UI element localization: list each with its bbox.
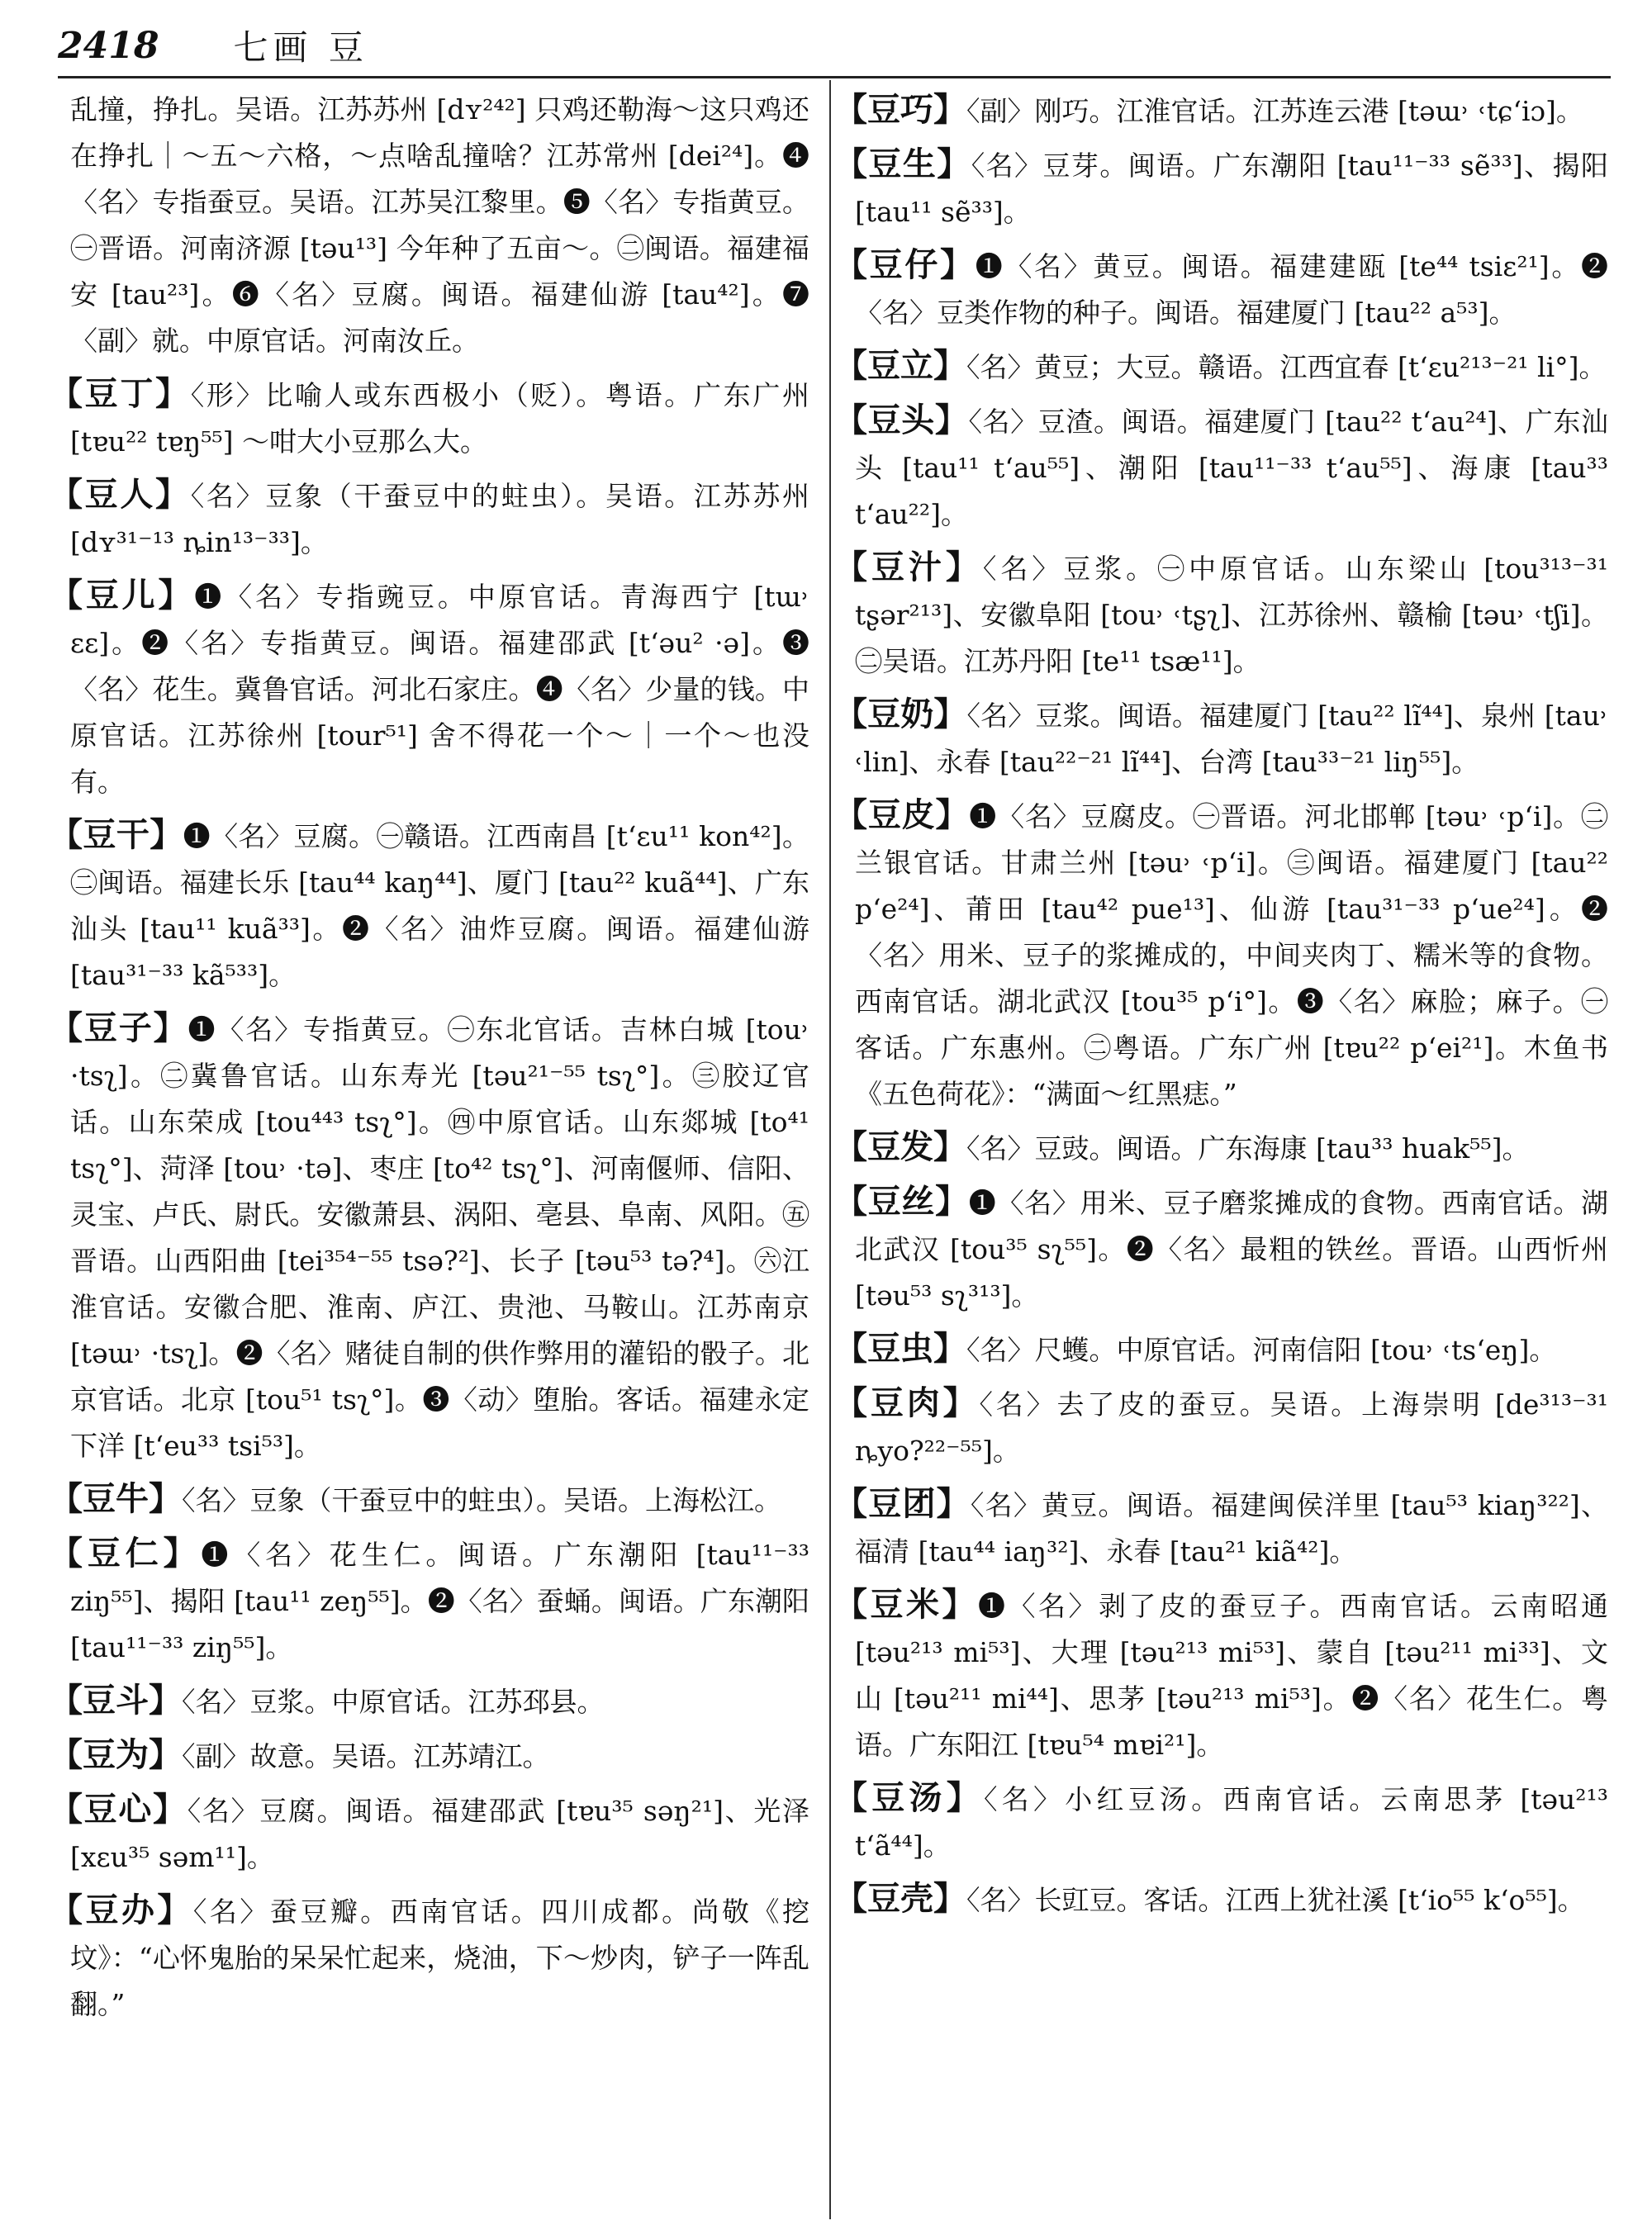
entry-body: 〈名〉黄豆；大豆。赣语。江西宜春 [tʻɛu²¹³⁻²¹ li°]。 (966, 351, 1607, 383)
entry-headword: 【豆丁】 (50, 374, 191, 413)
dictionary-entry (834, 397, 1609, 538)
entry-headword: 【豆立】 (834, 346, 966, 385)
entry-headword: 【豆干】 (50, 815, 183, 854)
entry-body: ❶〈名〉豆腐皮。㊀晋语。河北邯郸 [təu˒ ˓pʻi]。㊁兰银官话。甘肃兰州 [təu˒ ˓pʻi]。㊂闽语。福建厦门 [tau²² pʻe²⁴]、莆田 [tau⁴² pue¹³]、仙游 [tau³¹⁻³³ pʻue²⁴]。❷〈名〉用米、豆子的浆摊成的，中间夹肉丁、糯米等的食物。西南官话。湖北武汉 [tou³⁵ pʻi°]。❸〈名〉麻脸；麻子。㊀客话。广东惠州。㊁粤语。广东广州 [tɐu²² pʻei²¹]。木鱼书《五色荷花》：“满面～红黑痣。” (855, 800, 1608, 1110)
entry-body: 〈名〉蚕豆瓣。西南官话。四川成都。尚敬《挖坟》：“心怀鬼胎的呆呆忙起来，烧油，下～炒肉，铲子一阵乱翻。” (70, 1896, 810, 2020)
dictionary-entry (834, 1582, 1608, 1768)
entry-headword: 【豆斗】 (50, 1681, 182, 1720)
dictionary-entry (50, 1786, 809, 1881)
entry-body: 〈副〉故意。吴语。江苏靖江。 (182, 1740, 550, 1772)
dictionary-entry (834, 141, 1608, 235)
entry-body: 〈名〉豆象（干蚕豆中的蛀虫）。吴语。上海松江。 (182, 1484, 781, 1516)
entry-body: ❶〈名〉用米、豆子磨浆摊成的食物。西南官话。湖北武汉 [tou³⁵ sʅ⁵⁵]。❷〈名〉最粗的铁丝。晋语。山西忻州 [təu⁵³ sʅ³¹³]。 (855, 1187, 1609, 1312)
entry-headword: 【豆米】 (834, 1585, 978, 1624)
entry-body: 〈名〉去了皮的蚕豆。吴语。上海崇明 [de³¹³⁻³¹ ȵyo?²²⁻⁵⁵]。 (855, 1388, 1608, 1467)
entry-headword: 【豆仁】 (50, 1534, 202, 1573)
entry-headword: 【豆团】 (834, 1484, 971, 1523)
dictionary-entry (50, 371, 810, 465)
dictionary-entry (834, 343, 1608, 391)
entry-body: 〈形〉比喻人或东西极小（贬）。粤语。广东广州 [tɐu²² tɐŋ⁵⁵] ～咁大小豆那么大。 (70, 379, 810, 458)
entry-headword: 【豆子】 (50, 1008, 188, 1047)
dictionary-entry (834, 1179, 1609, 1319)
entry-body: ❶〈名〉专指豌豆。中原官话。青海西宁 [tɯ˒ ɛɛ]。❷〈名〉专指黄豆。闽语。福建邵武 [tʻəu² ·ə]。❸〈名〉花生。冀鲁官话。河北石家庄。❹〈名〉少量的钱。中原官话。江苏徐州 [tour⁵¹] 舍不得花一个～｜一个～也没有。 (70, 581, 809, 798)
dictionary-entry (834, 792, 1608, 1117)
entry-body: 〈名〉小红豆汤。西南官话。云南思茅 [təu²¹³ tʻã⁴⁴]。 (855, 1783, 1608, 1862)
dictionary-entry (50, 1732, 809, 1780)
dictionary-entry (834, 1124, 1608, 1172)
entry-headword: 【豆发】 (834, 1127, 966, 1166)
entry-headword: 【豆皮】 (834, 795, 970, 834)
page-number: 2418 (58, 24, 159, 67)
entry-body: 〈名〉豆芽。闽语。广东潮阳 [tau¹¹⁻³³ sẽ³³]、揭阳 [tau¹¹ sẽ³³]。 (855, 149, 1608, 228)
entry-body: ❶〈名〉花生仁。闽语。广东潮阳 [tau¹¹⁻³³ ziŋ⁵⁵]、揭阳 [tau¹¹ zeŋ⁵⁵]。❷〈名〉蚕蛹。闽语。广东潮阳 [tau¹¹⁻³³ ziŋ⁵⁵]。 (70, 1539, 809, 1663)
column-divider (829, 80, 831, 2219)
dictionary-entry (50, 1005, 810, 1469)
dictionary-entry (50, 1887, 810, 2028)
entry-headword: 【豆牛】 (50, 1479, 182, 1518)
dictionary-entry (834, 1775, 1608, 1869)
entry-headword: 【豆汤】 (834, 1778, 984, 1817)
dictionary-entry (70, 87, 809, 364)
left-column (50, 87, 810, 2034)
dictionary-entry (834, 1481, 1608, 1575)
entry-body: ❶〈名〉专指黄豆。㊀东北官话。吉林白城 [tou˒ ·tsʅ]。㊁冀鲁官话。山东寿光 [təu²¹⁻⁵⁵ tsʅ°]。㊂胶辽官话。山东荣成 [tou⁴⁴³ tsʅ°]。㊃中原官话。山东郯城 [to⁴¹ tsʅ°]、菏泽 [tou˒ ·tə]、枣庄 [to⁴² tsʅ°]、河南偃师、信阳、灵宝、卢氏、尉氏。安徽萧县、涡阳、亳县、阜南、风阳。㊄晋语。山西阳曲 [tei³⁵⁴⁻⁵⁵ tsə?²]、长子 [təu⁵³ tə?⁴]。㊅江淮官话。安徽合肥、淮南、庐江、贵池、马鞍山。江苏南京 [təɯ˒ ·tsʅ]。❷〈名〉赌徒自制的供作弊用的灌铅的骰子。北京官话。北京 [tou⁵¹ tsʅ°]。❸〈动〉堕胎。客话。福建永定下洋 [tʻeu³³ tsi⁵³]。 (70, 1013, 810, 1462)
dictionary-entry (50, 1677, 809, 1725)
entry-headword: 【豆丝】 (834, 1182, 969, 1221)
entry-body: 〈副〉刚巧。江淮官话。江苏连云港 [təɯ˒ ˓tɕʻiɔ]。 (966, 95, 1583, 127)
entry-headword: 【豆巧】 (834, 90, 966, 129)
entry-body: 〈名〉豆浆。闽语。福建厦门 [tau²² lĩ⁴⁴]、泉州 [tau˒ ˓lin]、永春 [tau²²⁻²¹ lĩ⁴⁴]、台湾 [tau³³⁻²¹ liŋ⁵⁵]。 (855, 700, 1608, 778)
entry-headword: 【豆头】 (834, 401, 969, 439)
dictionary-entry (50, 572, 809, 805)
entry-headword: 【豆肉】 (834, 1383, 980, 1422)
dictionary-entry (834, 87, 1608, 135)
dictionary-entry (50, 1530, 809, 1671)
entry-body: ❶〈名〉豆腐。㊀赣语。江西南昌 [tʻɛu¹¹ kon⁴²]。㊁闽语。福建长乐 [tau⁴⁴ kaŋ⁴⁴]、厦门 [tau²² kuã⁴⁴]、广东汕头 [tau¹¹ kuã³³]。❷〈名〉油炸豆腐。闽语。福建仙游 [tau³¹⁻³³ kã⁵³³]。 (70, 820, 810, 991)
entry-body: ❶〈名〉黄豆。闽语。福建建瓯 [te⁴⁴ tsiɛ²¹]。❷〈名〉豆类作物的种子。闽语。福建厦门 [tau²² a⁵³]。 (855, 250, 1608, 329)
entry-body: 〈名〉豆象（干蚕豆中的蛀虫）。吴语。江苏苏州 [dʏ³¹⁻¹³ ȵin¹³⁻³³]。 (70, 480, 810, 558)
entry-headword: 【豆仔】 (834, 245, 976, 284)
page-header (58, 17, 1611, 74)
dictionary-entry (834, 544, 1609, 685)
entry-body: 〈名〉尺蠖。中原官话。河南信阳 [tou˒ ˓tsʻeŋ]。 (966, 1334, 1557, 1366)
dictionary-entry (834, 1380, 1608, 1474)
dictionary-entry (50, 472, 810, 566)
entry-headword: 【豆壳】 (834, 1879, 966, 1918)
entry-headword: 【豆办】 (50, 1891, 193, 1929)
entry-body: 〈名〉豆豉。闽语。广东海康 [tau³³ huak⁵⁵]。 (966, 1132, 1530, 1165)
entry-body: ❶〈名〉剥了皮的蚕豆子。西南官话。云南昭通 [təu²¹³ mi⁵³]、大理 [təu²¹³ mi⁵³]、蒙自 [təu²¹¹ mi³³]、文山 [təu²¹¹ mi⁴⁴]、思茅 [təu²¹³ mi⁵³]。❷〈名〉花生仁。粤语。广东阳江 [tɐu⁵⁴ mɐi²¹]。 (855, 1590, 1608, 1761)
entry-body: 〈名〉豆腐。闽语。福建邵武 [tɐu³⁵ səŋ²¹]、光泽 [xɛu³⁵ səm¹¹]。 (70, 1795, 809, 1873)
entry-body: 〈名〉豆浆。㊀中原官话。山东梁山 [tou³¹³⁻³¹ tʂər²¹³]、安徽阜阳 [tou˒ ˓tʂʅ]、江苏徐州、赣榆 [təu˒ ˓tʃi]。㊁吴语。江苏丹阳 [te¹¹ tsæ¹¹]。 (855, 553, 1609, 677)
entry-headword: 【豆虫】 (834, 1329, 966, 1368)
entry-headword: 【豆人】 (50, 475, 191, 514)
entry-headword: 【豆心】 (50, 1790, 188, 1829)
entry-headword: 【豆生】 (834, 145, 971, 183)
header-rule (58, 76, 1611, 78)
entry-body: 〈名〉豆渣。闽语。福建厦门 [tau²² tʻau²⁴]、广东汕头 [tau¹¹ tʻau⁵⁵]、潮阳 [tau¹¹⁻³³ tʻau⁵⁵]、海康 [tau³³ tʻau²²]。 (855, 406, 1609, 530)
section-title: 七画 豆 (233, 27, 368, 68)
entry-body: 〈名〉黄豆。闽语。福建闽侯洋里 [tau⁵³ kiaŋ³²²]、福清 [tau⁴⁴ iaŋ³²]、永春 [tau²¹ kiã⁴²]。 (855, 1489, 1608, 1568)
dictionary-entry (50, 812, 810, 999)
entry-headword: 【豆汁】 (834, 548, 983, 586)
dictionary-entry (50, 1476, 809, 1524)
entry-headword: 【豆为】 (50, 1735, 182, 1774)
entry-body: 乱撞，挣扎。吴语。江苏苏州 [dʏ²⁴²] 只鸡还勒海～这只鸡还在挣扎｜～五～六格，～点啥乱撞啥？江苏常州 [dei²⁴]。❹〈名〉专指蚕豆。吴语。江苏吴江黎里。❺〈名〉专指黄豆。㊀晋语。河南济源 [təu¹³] 今年种了五亩～。㊁闽语。福建福安 [tau²³]。❻〈名〉豆腐。闽语。福建仙游 [tau⁴²]。❼〈副〉就。中原官话。河南汝丘。 (70, 93, 809, 357)
entry-body: 〈名〉长豇豆。客话。江西上犹社溪 [tʻio⁵⁵ kʻo⁵⁵]。 (966, 1884, 1585, 1916)
dictionary-entry (834, 242, 1608, 336)
dictionary-entry (834, 1326, 1608, 1374)
dictionary-entry (834, 691, 1608, 785)
entry-body: 〈名〉豆浆。中原官话。江苏邳县。 (182, 1686, 605, 1718)
dictionary-entry (834, 1876, 1608, 1924)
right-column (834, 87, 1609, 1930)
entry-headword: 【豆奶】 (834, 695, 967, 733)
entry-headword: 【豆儿】 (50, 576, 195, 614)
